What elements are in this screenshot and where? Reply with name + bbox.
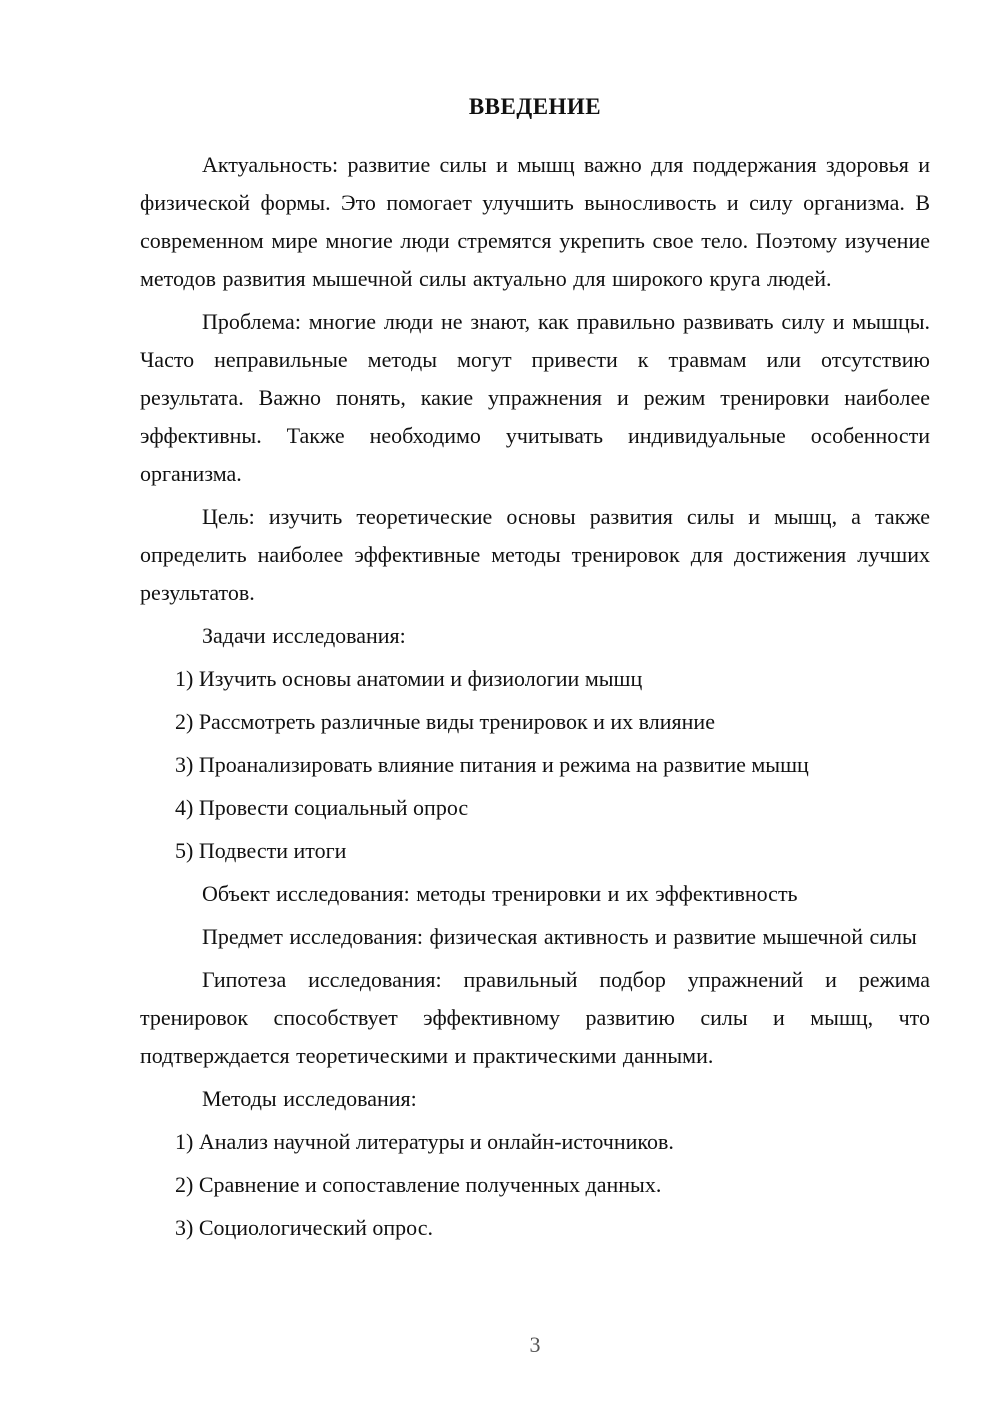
task-item-5: 5) Подвести итоги — [175, 838, 347, 863]
paragraph-object: Объект исследования: методы тренировки и их эффективность — [202, 881, 798, 906]
task-item-1: 1) Изучить основы анатомии и физиологии мышц — [175, 666, 643, 691]
task-item-2: 2) Рассмотреть различные виды тренировок и их влияние — [175, 709, 715, 734]
paragraph-subject: Предмет исследования: физическая активность и развитие мышечной силы — [202, 924, 917, 949]
method-item-1: 1) Анализ научной литературы и онлайн-источников. — [175, 1129, 674, 1154]
paragraph-problem: Проблема: многие люди не знают, как правильно развивать силу и мышцы. Часто неправильные методы могут привести к травмам или отсутствию результата. Важно понять, какие упражнения и режим тренировки наиболее эффективны. Также необходимо учитывать индивидуальные особенности организма. — [140, 309, 930, 486]
method-item-3: 3) Социологический опрос. — [175, 1215, 433, 1240]
task-item-3: 3) Проанализировать влияние питания и режима на развитие мышц — [175, 752, 809, 777]
task-item-4: 4) Провести социальный опрос — [175, 795, 469, 820]
method-item-2: 2) Сравнение и сопоставление полученных данных. — [175, 1172, 662, 1197]
paragraph-goal: Цель: изучить теоретические основы развития силы и мышц, а также определить наиболее эффективные методы тренировок для достижения лучших результатов. — [140, 504, 930, 605]
page-title: ВВЕДЕНИЕ — [468, 94, 602, 119]
paragraph-actuality: Актуальность: развитие силы и мышц важно для поддержания здоровья и физической формы. Это помогает улучшить выносливость и силу организма. В современном мире многие люди стремятся укрепить свое тело. Поэтому изучение методов развития мышечной силы актуально для широкого круга людей. — [140, 152, 930, 291]
tasks-heading: Задачи исследования: — [202, 623, 406, 648]
page-number: 3 — [529, 1332, 541, 1357]
paragraph-hypothesis: Гипотеза исследования: правильный подбор упражнений и режима тренировок способствует эффективному развитию силы и мышц, что подтверждается теоретическими и практическими данными. — [140, 967, 930, 1068]
methods-heading: Методы исследования: — [202, 1086, 417, 1111]
